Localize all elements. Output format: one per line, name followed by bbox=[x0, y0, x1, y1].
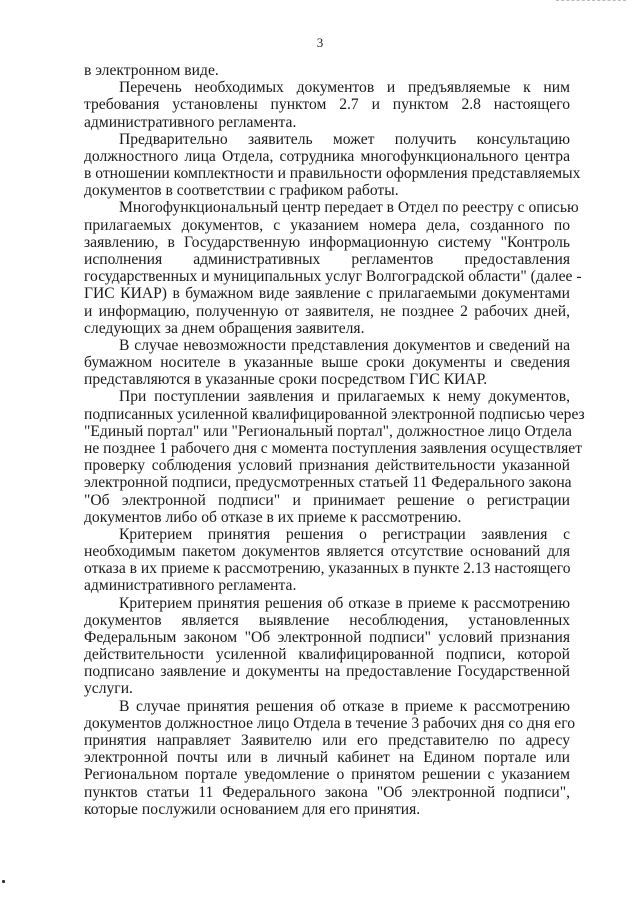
text-line: заявлению, в Государственную информационную систему "Контроль bbox=[84, 233, 570, 251]
text-line: Перечень необходимых документов и предъявляемые к ним bbox=[119, 79, 570, 97]
text-line: государственных и муниципальных услуг Волгоградской области" (далее - bbox=[84, 268, 582, 286]
text-line: бумажном носителе в указанные выше сроки документы и сведения bbox=[84, 354, 570, 372]
text-line: и информацию, полученную от заявителя, не позднее 2 рабочих дней, bbox=[84, 302, 570, 320]
text-line: При поступлении заявления и прилагаемых к нему документов, bbox=[119, 388, 570, 406]
text-line: в отношении комплектности и правильности оформления представляемых bbox=[84, 165, 581, 183]
text-line: "Об электронной подписи" и принимает решение о регистрации bbox=[84, 491, 570, 509]
text-line: в электронном виде. bbox=[84, 62, 219, 79]
text-line: электронной подписи, предусмотренных статьей 11 Федерального закона bbox=[84, 474, 572, 492]
text-line: услуги. bbox=[84, 680, 133, 698]
text-line: Предварительно заявитель может получить консультацию bbox=[119, 130, 570, 148]
text-line: исполнения административных регламентов предоставления bbox=[84, 250, 570, 268]
text-line: Критерием принятия решения о регистрации заявления с bbox=[119, 525, 570, 543]
text-line: не позднее 1 рабочего дня с момента поступления заявления осуществляет bbox=[84, 439, 583, 457]
text-line: должностного лица Отдела, сотрудника многофункционального центра bbox=[84, 147, 570, 165]
text-line: административного регламента. bbox=[84, 577, 297, 595]
text-line: отказа в их приеме к рассмотрению, указанных в пункте 2.13 настоящего bbox=[84, 560, 571, 578]
text-line: Критерием принятия решения об отказе в приеме к рассмотрению bbox=[119, 594, 570, 612]
text-line: Федеральным законом "Об электронной подписи" условий признания bbox=[84, 628, 570, 646]
scan-artifact bbox=[2, 880, 5, 883]
text-line: документов в соответствии с графиком работы. bbox=[84, 182, 399, 200]
text-line: требования установлены пунктом 2.7 и пунктом 2.8 настоящего bbox=[84, 96, 570, 114]
page-number: 3 bbox=[316, 35, 324, 50]
text-line: В случае невозможности представления документов и сведений на bbox=[119, 336, 570, 354]
text-line: представляются в указанные сроки посредством ГИС КИАР. bbox=[84, 371, 488, 389]
text-line: принятия направляет Заявителю или его представителю по адресу bbox=[84, 732, 570, 750]
text-line: ГИС КИАР) в бумажном виде заявление с прилагаемыми документами bbox=[84, 285, 570, 303]
text-line: прилагаемых документов, с указанием номера дела, созданного по bbox=[84, 216, 570, 234]
text-line: документов является выявление несоблюдения, установленных bbox=[84, 611, 570, 629]
text-line: которые послужили основанием для его принятия. bbox=[84, 800, 421, 818]
text-line: "Единый портал" или "Региональный портал", должностное лицо Отдела bbox=[84, 422, 572, 440]
text-line: электронной почты или в личный кабинет на Едином портале или bbox=[84, 749, 570, 767]
text-line: Региональном портале уведомление о принятом решении с указанием bbox=[84, 766, 570, 784]
text-line: Многофункциональный центр передает в Отдел по реестру с описью bbox=[119, 199, 579, 217]
text-line: административного регламента. bbox=[84, 113, 297, 131]
text-line: следующих за днем обращения заявителя. bbox=[84, 319, 365, 337]
text-line: документов либо об отказе в их приеме к рассмотрению. bbox=[84, 508, 462, 526]
text-line: пунктов статьи 11 Федерального закона "Об электронной подписи", bbox=[84, 783, 570, 801]
text-line: проверку соблюдения условий признания действительности указанной bbox=[84, 457, 570, 475]
text-line: В случае принятия решения об отказе в приеме к рассмотрению bbox=[119, 697, 570, 715]
text-line: подписано заявление и документы на предоставление Государственной bbox=[84, 663, 570, 681]
text-line: необходимым пакетом документов является отсутствие оснований для bbox=[84, 543, 570, 561]
scan-edge-mark bbox=[556, 0, 626, 2]
text-line: документов должностное лицо Отдела в течение 3 рабочих дня со дня его bbox=[84, 714, 576, 732]
text-line: действительности усиленной квалифицированной подписи, которой bbox=[84, 646, 570, 664]
text-line: подписанных усиленной квалифицированной электронной подписью через bbox=[84, 405, 585, 423]
